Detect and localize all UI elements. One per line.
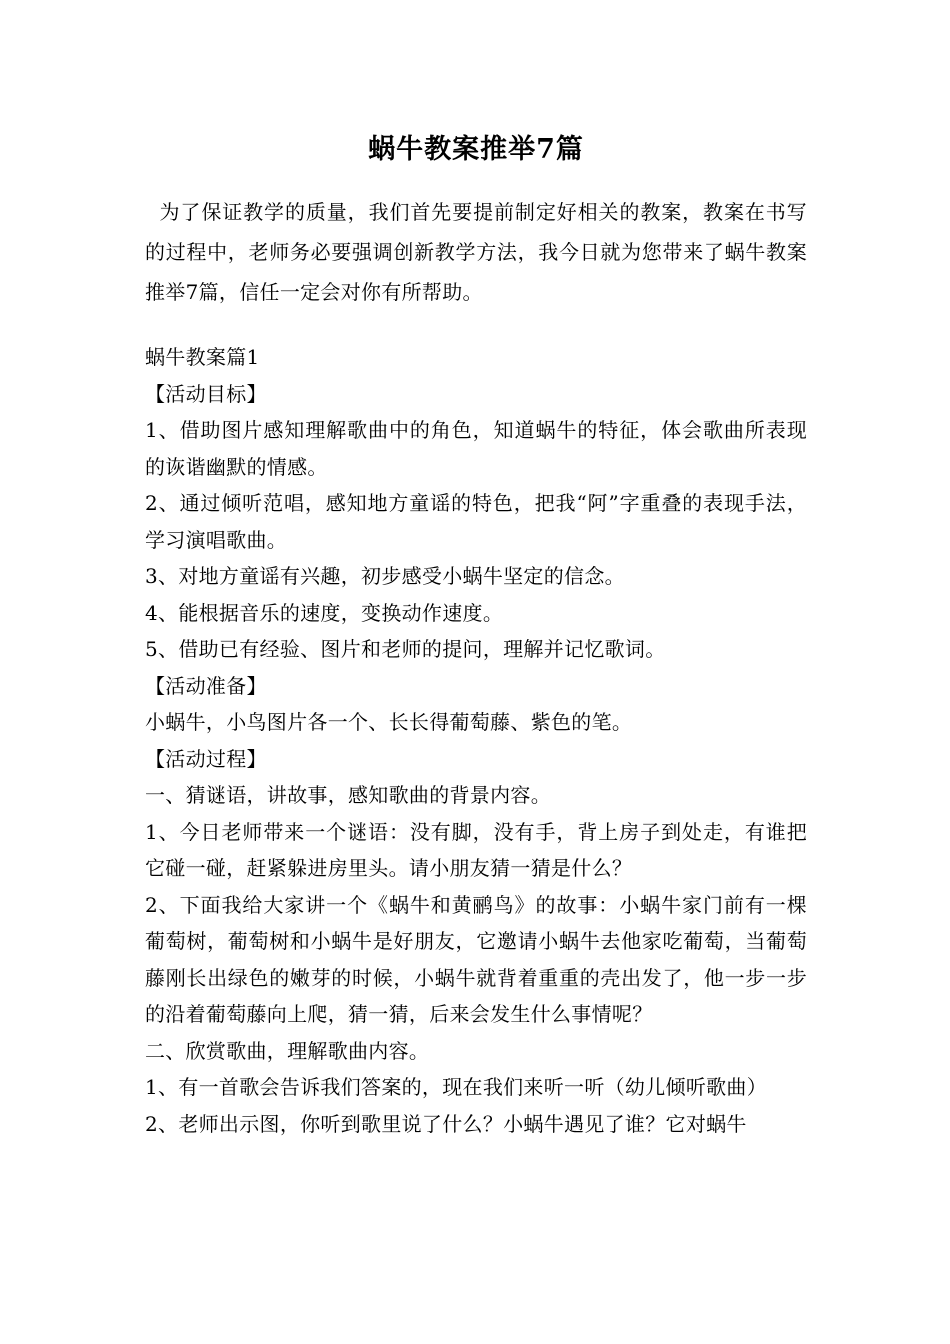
body-paragraph: 1、借助图片感知理解歌曲中的角色，知道蜗牛的特征，体会歌曲所表现的诙谐幽默的情感。: [145, 418, 807, 479]
body-paragraph: 2、下面我给大家讲一个《蜗牛和黄鹂鸟》的故事：小蜗牛家门前有一棵葡萄树，葡萄树和小蜗牛是好朋友，它邀请小蜗牛去他家吃葡萄，当葡萄藤刚长出绿色的嫩芽的时候，小蜗牛就背着重重的壳出发了，他一步一步的沿着葡萄藤向上爬，猜一猜，后来会发生什么事情呢？: [145, 892, 807, 1026]
body-paragraph: 一、猜谜语，讲故事，感知歌曲的背景内容。: [145, 783, 551, 807]
body-paragraph: 3、对地方童谣有兴趣，初步感受小蜗牛坚定的信念。: [145, 564, 625, 588]
document-body: [145, 339, 807, 1142]
body-paragraph: 5、借助已有经验、图片和老师的提问，理解并记忆歌词。: [145, 637, 666, 661]
body-paragraph: 二、欣赏歌曲，理解歌曲内容。: [145, 1038, 430, 1063]
subheading-activity-goals: 【活动目标】: [145, 381, 267, 406]
body-paragraph: 1、今日老师带来一个谜语：没有脚，没有手，背上房子到处走，有谁把它碰一碰，赶紧躲进房里头。请小朋友猜一猜是什么？: [145, 819, 807, 880]
subheading-activity-prep: 【活动准备】: [145, 673, 267, 698]
document-title: 蜗牛教案推举7篇: [368, 134, 584, 165]
body-paragraph: 2、通过倾听范唱，感知地方童谣的特色，把我“阿”字重叠的表现手法，学习演唱歌曲。: [145, 491, 807, 552]
intro-paragraph: 为了保证教学的质量，我们首先要提前制定好相关的教案，教案在书写的过程中，老师务必要强调创新教学方法，我今日就为您带来了蜗牛教案推举7篇，信任一定会对你有所帮助。: [145, 200, 807, 304]
body-paragraph: 小蜗牛，小鸟图片各一个、长长得葡萄藤、紫色的笔。: [145, 710, 633, 734]
body-paragraph: 2、老师出示图，你听到歌里说了什么？小蜗牛遇见了谁？它对蜗牛: [145, 1111, 747, 1136]
subheading-activity-process: 【活动过程】: [145, 746, 267, 771]
body-paragraph: 1、有一首歌会告诉我们答案的，现在我们来听一听（幼儿倾听歌曲）: [145, 1075, 768, 1099]
section-heading: 蜗牛教案篇1: [145, 345, 260, 369]
body-paragraph: 4、能根据音乐的速度，变换动作速度。: [145, 600, 504, 625]
